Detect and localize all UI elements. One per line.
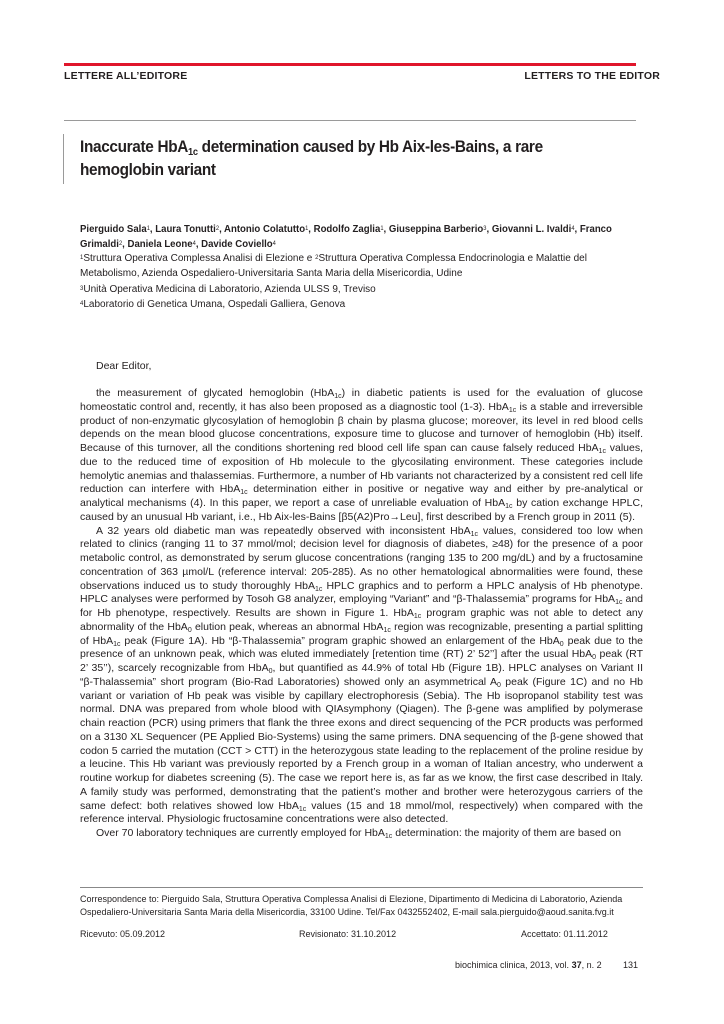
author-name: Franco Grimaldi [80, 224, 612, 250]
author-name: Antonio Colatutto [224, 224, 306, 235]
author-name: Pierguido Sala [80, 224, 147, 235]
author-affiliation-mark: 1 [146, 226, 150, 232]
author-name: Giovanni L. Ivaldi [491, 224, 572, 235]
title-margin-rule [63, 134, 64, 184]
affiliation-line: $^1$Struttura Operativa Complessa Analisi di Elezione e $^2$Struttura Operativa Complessa Endocrinologia e Malattie del [80, 253, 587, 264]
header-accent-bar [64, 63, 636, 66]
author-list: Pierguido Sala$^1$, Laura Tonutti$^2$, Antonio Colatutto$^1$, Rodolfo Zaglia$^1$, Giuseppina Barberio$^3$, Giovanni L. Ivaldi$^4$, Franco Grimaldi$^2$, Daniela Leone$^4$, Davide Coviello$^4$ [80, 224, 612, 250]
author-name: Rodolfo Zaglia [313, 224, 381, 235]
author-affiliation-mark: 2 [215, 226, 220, 232]
author-name: Daniela Leone [127, 239, 193, 250]
author-name: Giuseppina Barberio [388, 224, 484, 235]
article-title: Inaccurate HbA$_{1c}$ determination caused by Hb Aix-les-Bains, a rare hemoglobin variant [80, 138, 543, 179]
author-name: Laura Tonutti [155, 224, 216, 235]
footer-divider [80, 887, 643, 888]
section-label-english: LETTERS TO THE EDITOR [524, 70, 660, 82]
revised-date: Revisionato: 31.10.2012 [299, 929, 397, 939]
affiliation-line: Metabolismo, Azienda Ospedaliero-Universitaria Santa Maria della Misericordia, Udine [80, 268, 463, 280]
received-date: Ricevuto: 05.09.2012 [80, 929, 166, 939]
author-affiliation-mark: 3 [483, 226, 487, 232]
affiliation-line: $^4$Laboratorio di Genetica Umana, Ospedali Galliera, Genova [80, 299, 346, 311]
affiliations [80, 251, 640, 313]
author-affiliation-mark: 2 [118, 241, 123, 247]
author-affiliation-mark: 1 [380, 226, 384, 232]
author-affiliation-mark: 4 [571, 226, 575, 232]
salutation: Dear Editor, [96, 360, 152, 372]
affiliation-line: $^3$Unità Operativa Medicina di Laboratorio, Azienda ULSS 9, Treviso [80, 283, 376, 295]
body-paragraph: A 32 years old diabetic man was repeatedly observed with inconsistent HbA$_{1c}$ values, considered too low when related to clinics (ranging 11 to 37 mmol/mol; decision level for diagnosis of diabetes, ≥48) for the presence of a poor metabolic control, as demonstrated by serum glucose concentrations (ranging 135 to 200 mg/dL) and by a fructosamine concentration of 363 µmol/L (reference interval: 205-285). As no other hematological abnormalities were found, these observations induced us to study thoroughly HbA$_{1c}$ HPLC graphics and to perform a HPLC analysis of Hb phenotype. HPLC analyses were performed by Tosoh G8 analyzer, employing “Variant” and “β-Thalassemia” programs for HbA$_{1c}$ and for Hb phenotype, respectively. Results are shown in Figure 1. HbA$_{1c}$ program graphic was not able to detect any abnormality of the HbA$_0$ elution peak, whereas an abnormal HbA$_{1c}$ region was recognizable, presenting a partial splitting of HbA$_{1c}$ peak (Figure 1A). Hb “β-Thalassemia” program graphic showed an enlargement of the HbA$_0$ peak due to the presence of an unknown peak, which was eluted immediately [retention time (RT) 2’ 52’’] after the usual HbA$_0$ peak (RT 2’ 35’’), scarcely recognizable from HbA$_0$, but quantified as 44.9% of total Hb (Figure 1B). HPLC analyses on Variant II “β-Thalassemia” short program (Bio-Rad Laboratories) showed only an asymmetrical $A_0$ peak (Figure 1C) and no Hb variant or variation of Hb peak was visible by capillary electrophoresis (Sebia). The Hb isopropanol stability test was normal. DNA was prepared from whole blood with QIAsymphony (Qiagen). The β-gene was amplified by polymerase chain reaction (PCR) using primers that flank the three exons and direct sequencing of the PCR products was performed on a 3130 XL Sequencer (PE Applied Bio-Systems) using the same primers. DNA sequencing of the β-gene showed that codon 5 carried the mutation (CCT > CTT) in the heterozygous state leading to the replacement of the proline residue by a leucine. This Hb variant was previously reported by a French group in a woman of Italian ancestry, who underwent a routine workup for diabetes screening (5). The case we report here is, as far as we know, the first case described in Italy. A family study was performed, demonstrating that the patient’s mother and brother were heterozygous carriers of the same defect: both relatives showed low HbA$_{1c}$ values (15 and 18 mmol/mol, respectively) when compared with the reference interval. Physiologic fructosamine concentrations were also detected. [80, 524, 644, 826]
body-text [80, 387, 643, 841]
body-paragraph: Over 70 laboratory techniques are currently employed for HbA$_{1c}$ determination: the majority of them are based on [96, 827, 622, 840]
author-affiliation-mark: 4 [272, 241, 276, 247]
journal-citation: biochimica clinica, 2013, vol. 37, n. 2 [455, 960, 602, 970]
author-affiliation-mark: 4 [192, 241, 196, 247]
body-paragraph: the measurement of glycated hemoglobin (HbA$_{1c}$) in diabetic patients is used for the evaluation of glucose homeostatic control and, recently, it has also been proposed as a diagnostic tool (1-3). HbA$_{1c}$ is a stable and irreversible product of non-enzymatic glycosylation of hemoglobin β chain by plasma glucose; moreover, its level in red blood cells depends on the mean blood glucose concentrations, exposure time to glucose and turnover of hemoglobin (Hb) itself. Because of this turnover, all the conditions shortening red blood cell life span can cause falsely reduced HbA$_{1c}$ values, due to the reduced time of exposition of Hb molecule to the glycosilating environment. These categories include hemolytic anemias and thalassemias. Furthermore, a number of Hb variants not characterized by a consistent red cell life reduction can interfere with HbA$_{1c}$ determination either in positive or negative way and either by pre-analytical or analytical mechanisms (4). In this paper, we report a case of unreliable evaluation of HbA$_{1c}$ by cation exchange HPLC, caused by an unusual Hb variant, i.e., Hb Aix-les-Bains [β5(A2)Pro→Leu], first described by a French group in 2011 (5). [80, 387, 644, 523]
accepted-date: Accettato: 01.11.2012 [521, 929, 608, 939]
author-affiliation-mark: 1 [305, 226, 309, 232]
page-number: 131 [623, 960, 639, 970]
author-name: Davide Coviello [201, 239, 273, 250]
section-label-italian: LETTERE ALL’EDITORE [64, 70, 188, 82]
header-divider [64, 120, 636, 121]
correspondence-note: Correspondence to: Pierguido Sala, Struttura Operativa Complessa Analisi di Elezione, Dipartimento di Medicina di Laboratorio, Azienda Ospedaliero-Universitaria Santa Maria della Misericordia, 33100 Udine. Tel/Fax 0432552402, E-mail sala.pierguido@aoud.sanita.fvg.it [80, 894, 623, 917]
